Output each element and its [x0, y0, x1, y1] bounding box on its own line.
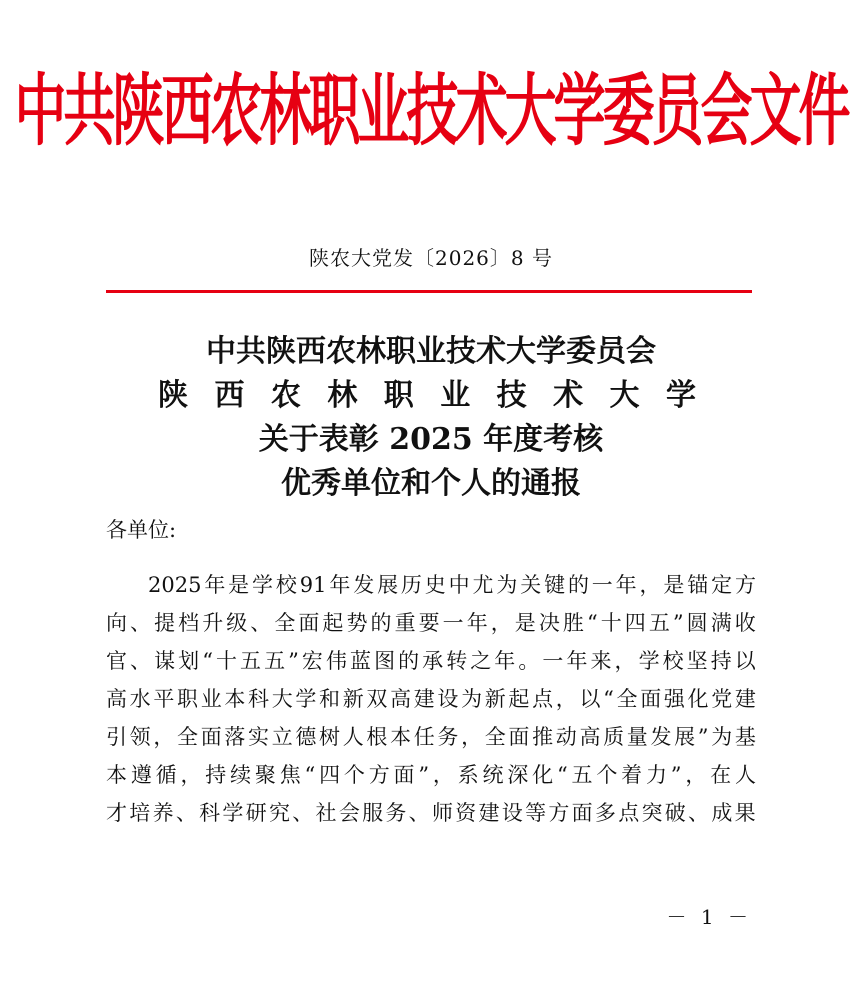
body-line: 2025 年 是 学 校 91 年 发 展 历 史 中 尤 为 关 键 的 一 年 ， 是 锚 定 方	[148, 573, 756, 597]
page-number: － 1 －	[666, 905, 752, 929]
title-line-2: 陕 西 农 林 职 业 技 术 大 学	[158, 378, 704, 413]
title-line-4: 优秀单位和个人的通报	[281, 466, 581, 501]
body-line: 官 、 谋 划 “ 十 五 五 ” 宏 伟 蓝 图 的 承 转 之 年 。 一 年 来 ， 学 校 坚 持 以	[106, 649, 756, 673]
issuer-title: 中共陕西农林职业技术大学委员会文件	[14, 65, 848, 157]
body-line: 向 、 提 档 升 级 、 全 面 起 势 的 重 要 一 年 ， 是 决 胜 “ 十 四 五 ” 圆 满 收	[106, 611, 756, 635]
notice-title	[0, 330, 862, 506]
body-line: 才 培 养 、 科 学 研 究 、 社 会 服 务 、 师 资 建 设 等 方 面 多 点 突 破 、 成 果	[106, 801, 756, 825]
body-line: 引 领 ， 全 面 落 实 立 德 树 人 根 本 任 务 ， 全 面 推 动 高 质 量 发 展 ” 为 基	[106, 725, 756, 749]
title-line-1: 中共陕西农林职业技术大学委员会	[206, 334, 656, 369]
body-paragraph	[106, 566, 756, 832]
red-divider-line	[106, 290, 752, 293]
salutation: 各单位:	[106, 518, 177, 542]
document-number: 陕农大党发〔2026〕8 号	[309, 246, 553, 270]
body-line: 高 水 平 职 业 本 科 大 学 和 新 双 高 建 设 为 新 起 点 ， 以 “ 全 面 强 化 党 建	[106, 687, 756, 711]
red-header	[14, 62, 848, 162]
body-line: 本 遵 循 ， 持 续 聚 焦 “ 四 个 方 面 ” ， 系 统 深 化 “ 五 个 着 力 ” ， 在 人	[106, 763, 756, 787]
title-line-3: 关于表彰 2025 年度考核	[258, 422, 604, 457]
